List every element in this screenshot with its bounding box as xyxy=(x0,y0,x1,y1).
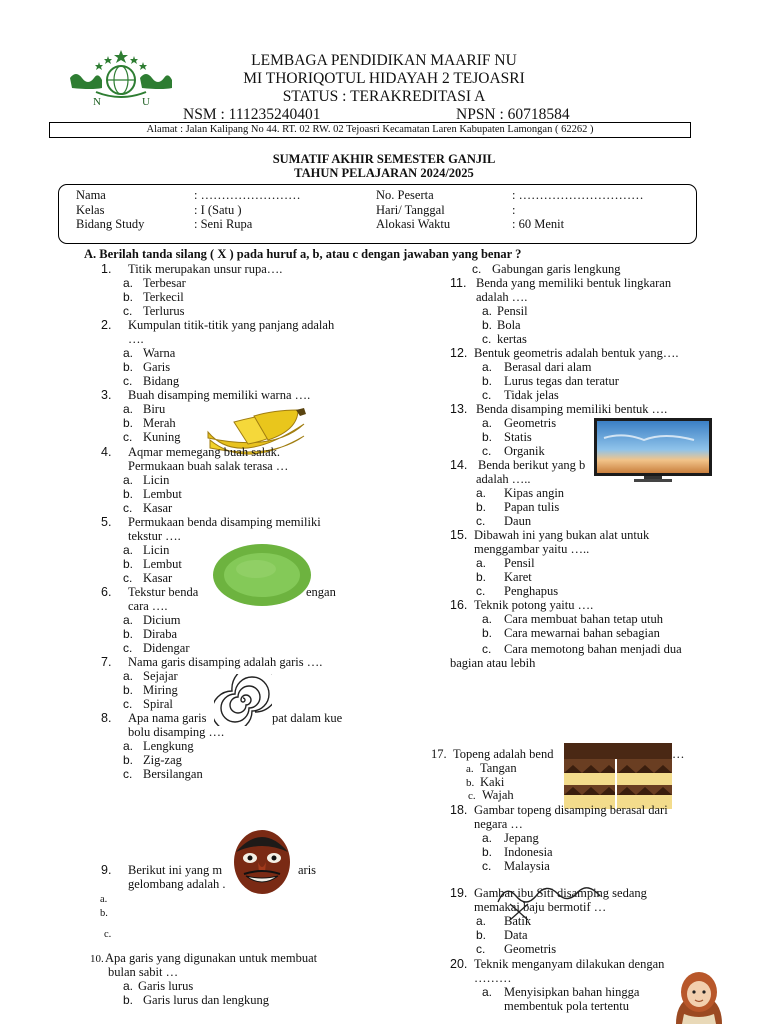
mask-image xyxy=(230,826,294,896)
hari-label: Hari/ Tanggal xyxy=(376,203,445,217)
q8-option-c[interactable]: c. Bersilangan xyxy=(123,767,203,781)
q14-option-b[interactable]: b. Papan tulis xyxy=(476,500,560,514)
alokasi-value: : 60 Menit xyxy=(512,217,565,231)
question-6-cont: cara …. xyxy=(128,599,168,613)
question-8: 8. Apa nama garis xyxy=(101,711,207,725)
q18-option-b[interactable]: b. Indonesia xyxy=(482,845,553,859)
question-5-cont: tekstur …. xyxy=(128,529,181,543)
q5-option-c[interactable]: c. Kasar xyxy=(123,571,173,585)
q3-option-b[interactable]: b. Merah xyxy=(123,416,176,430)
npsn-text: NPSN : 60718584 xyxy=(456,106,570,123)
q1-option-b[interactable]: b. Terkecil xyxy=(123,290,184,304)
q8-option-b[interactable]: b. Zig-zag xyxy=(123,753,182,767)
woman-in-hijab-icon xyxy=(670,970,728,1024)
q9-option-c[interactable]: c. xyxy=(104,929,112,940)
layered-cake-icon xyxy=(564,743,672,809)
q1-option-a[interactable]: a. Terbesar xyxy=(123,276,186,290)
q3-option-a[interactable]: a. Biru xyxy=(123,402,166,416)
q20-option-a-cont: membentuk pola tertentu xyxy=(504,999,629,1013)
q16-option-b[interactable]: b. Cara mewarnai bahan sebagian xyxy=(482,626,660,640)
q19-option-c[interactable]: c. Geometris xyxy=(476,942,557,956)
question-8-right: pat dalam kue xyxy=(272,711,343,725)
green-plate-icon xyxy=(212,543,312,607)
q11-option-c[interactable]: c. kertas xyxy=(482,332,527,346)
q12-option-b[interactable]: b. Lurus tegas dan teratur xyxy=(482,374,619,388)
question-2: 2. Kumpulan titik-titik yang panjang adalah xyxy=(101,318,335,332)
q2-option-b[interactable]: b. Garis xyxy=(123,360,171,374)
question-11: 11. Benda yang memiliki bentuk lingkaran xyxy=(450,276,672,290)
q17-option-b[interactable]: b. Kaki xyxy=(466,775,505,789)
q18-option-c[interactable]: c. Malaysia xyxy=(482,859,550,873)
q20-option-a[interactable]: a. Menyisipkan bahan hingga xyxy=(482,985,640,999)
question-11-cont: adalah …. xyxy=(476,290,528,304)
question-18-cont: negara … xyxy=(474,817,523,831)
question-19-cont: memakai baju bermotif … xyxy=(474,900,607,914)
exam-title: SUMATIF AKHIR SEMESTER GANJIL xyxy=(272,152,496,166)
question-8-cont: bolu disamping …. xyxy=(128,725,225,739)
q11-option-a[interactable]: a. Pensil xyxy=(482,304,528,318)
q9-option-b[interactable]: b. xyxy=(100,908,108,919)
question-18: 18. Gambar topeng disamping berasal dari xyxy=(450,803,668,817)
cake-image xyxy=(564,743,672,809)
header-line-3: STATUS : TERAKREDITASI A xyxy=(282,88,486,105)
question-5: 5. Permukaan benda disamping memiliki xyxy=(101,515,321,529)
woman-image xyxy=(670,970,728,1024)
question-3: 3. Buah disamping memiliki warna …. xyxy=(101,388,311,402)
q15-option-a[interactable]: a. Pensil xyxy=(476,556,535,570)
q4-option-c[interactable]: c. Kasar xyxy=(123,501,173,515)
header-line-1: LEMBAGA PENDIDIKAN MAARIF NU xyxy=(251,52,517,69)
question-10-cont: bulan sabit … xyxy=(108,965,179,979)
q16-option-c-cont: bagian atau lebih xyxy=(450,656,536,670)
question-1: 1. Titik merupakan unsur rupa…. xyxy=(101,262,283,276)
q4-option-b[interactable]: b. Lembut xyxy=(123,487,182,501)
q6-option-b[interactable]: b. Diraba xyxy=(123,627,178,641)
q7-option-c[interactable]: c. Spiral xyxy=(123,697,173,711)
question-13: 13. Benda disamping memiliki bentuk …. xyxy=(450,402,668,416)
q17-option-a[interactable]: a. Tangan xyxy=(466,761,517,775)
question-16: 16. Teknik potong yaitu …. xyxy=(450,598,594,612)
question-15-cont: menggambar yaitu ….. xyxy=(474,542,590,556)
q10-option-b[interactable]: b. Garis lurus dan lengkung xyxy=(123,993,270,1007)
q16-option-c[interactable]: c. Cara memotong bahan menjadi dua xyxy=(482,642,682,656)
motif-drawing xyxy=(494,880,606,926)
q11-option-b[interactable]: b. Bola xyxy=(482,318,521,332)
q15-option-c[interactable]: c. Penghapus xyxy=(476,584,559,598)
question-14: 14. Benda berikut yang b xyxy=(450,458,586,472)
question-9: 9. Berikut ini yang m xyxy=(101,863,223,877)
logo-letter-u: U xyxy=(142,96,150,108)
nama-field[interactable]: : …………………… xyxy=(194,188,301,202)
q13-option-c[interactable]: c. Organik xyxy=(482,444,545,458)
q12-option-a[interactable]: a. Berasal dari alam xyxy=(482,360,592,374)
q15-option-b[interactable]: b. Karet xyxy=(476,570,532,584)
alokasi-label: Alokasi Waktu xyxy=(376,217,451,231)
question-4-cont: Permukaan buah salak terasa … xyxy=(128,459,289,473)
question-15: 15. Dibawah ini yang bukan alat untuk xyxy=(450,528,650,542)
q13-option-b[interactable]: b. Statis xyxy=(482,430,532,444)
q2-option-a[interactable]: a. Warna xyxy=(123,346,176,360)
q13-option-a[interactable]: a. Geometris xyxy=(482,416,557,430)
question-19: 19. Gambar ibu Siti disamping sedang xyxy=(450,886,647,900)
q12-option-c[interactable]: c. Tidak jelas xyxy=(482,388,559,402)
hari-field[interactable]: : xyxy=(512,203,516,217)
q2-option-c[interactable]: c. Bidang xyxy=(123,374,180,388)
question-7: 7. Nama garis disamping adalah garis …. xyxy=(101,655,323,669)
question-9-cont: gelombang adalah . xyxy=(128,877,226,891)
q5-option-a[interactable]: a. Licin xyxy=(123,543,170,557)
q8-option-a[interactable]: a. Lengkung xyxy=(123,739,194,753)
q18-option-a[interactable]: a. Jepang xyxy=(482,831,539,845)
tv-image xyxy=(594,418,712,482)
question-6: 6. Tekstur benda xyxy=(101,585,199,599)
q10-option-a[interactable]: a. Garis lurus xyxy=(123,979,194,993)
question-4: 4. Aqmar memegang buah salak. xyxy=(101,445,281,459)
q5-option-b[interactable]: b. Lembut xyxy=(123,557,182,571)
bidang-value: : Seni Rupa xyxy=(194,217,253,231)
address-text: Alamat : Jalan Kalipang No 44. RT. 02 RW. 02 Tejoasri Kecamatan Laren Kabupaten Lamongan ( 62262 ) xyxy=(146,124,594,135)
q4-option-a[interactable]: a. Licin xyxy=(123,473,170,487)
q7-option-b[interactable]: b. Miring xyxy=(123,683,178,697)
header-line-2: MI THORIQOTUL HIDAYAH 2 TEJOASRI xyxy=(243,70,525,87)
television-icon xyxy=(594,418,712,482)
question-6-right: engan xyxy=(306,585,336,599)
q14-option-c[interactable]: c. Daun xyxy=(476,514,532,528)
nama-label: Nama xyxy=(76,188,106,202)
logo-letter-n: N xyxy=(93,96,101,108)
spiral-icon xyxy=(214,674,272,726)
instruction: A. Berilah tanda silang ( X ) pada huruf a, b, atau c dengan jawaban yang benar ? xyxy=(84,247,522,261)
q7-option-a[interactable]: a. Sejajar xyxy=(123,669,178,683)
q1-option-c[interactable]: c. Terlurus xyxy=(123,304,185,318)
q3-option-c[interactable]: c. Kuning xyxy=(123,430,181,444)
kelas-value: : I (Satu ) xyxy=(194,203,242,217)
question-17-right: … xyxy=(672,747,685,761)
q17-option-c[interactable]: c. Wajah xyxy=(468,788,514,802)
plate-image xyxy=(212,543,312,607)
spiral-image xyxy=(214,674,272,726)
question-10: 10.Apa garis yang digunakan untuk membuat xyxy=(90,951,318,965)
question-12: 12. Bentuk geometris adalah bentuk yang…. xyxy=(450,346,679,360)
mask-icon xyxy=(230,826,294,896)
bidang-label: Bidang Study xyxy=(76,217,145,231)
q10-option-c[interactable]: c. Gabungan garis lengkung xyxy=(472,262,621,276)
q19-option-a[interactable]: a. Batik xyxy=(476,914,532,928)
question-2-cont: …. xyxy=(128,332,144,346)
question-20-cont: ……… xyxy=(474,971,512,985)
q6-option-a[interactable]: a. Dicium xyxy=(123,613,181,627)
q9-option-a[interactable]: a. xyxy=(100,894,108,905)
nsm-text: NSM : 111235240401 xyxy=(183,106,321,123)
q14-option-a[interactable]: a. Kipas angin xyxy=(476,486,565,500)
q6-option-c[interactable]: c. Didengar xyxy=(123,641,190,655)
question-14-cont: adalah ….. xyxy=(476,472,531,486)
question-20: 20. Teknik menganyam dilakukan dengan xyxy=(450,957,665,971)
peserta-label: No. Peserta xyxy=(376,188,434,202)
exam-year: TAHUN PELAJARAN 2024/2025 xyxy=(294,166,474,180)
question-17: 17. Topeng adalah bend xyxy=(431,747,554,761)
peserta-field[interactable]: : ………………………… xyxy=(512,188,644,202)
question-9-right: aris xyxy=(298,863,317,877)
kelas-label: Kelas xyxy=(76,203,105,217)
wave-motif-icon xyxy=(494,880,606,926)
q19-option-b[interactable]: b. Data xyxy=(476,928,528,942)
q16-option-a[interactable]: a. Cara membuat bahan tetap utuh xyxy=(482,612,663,626)
